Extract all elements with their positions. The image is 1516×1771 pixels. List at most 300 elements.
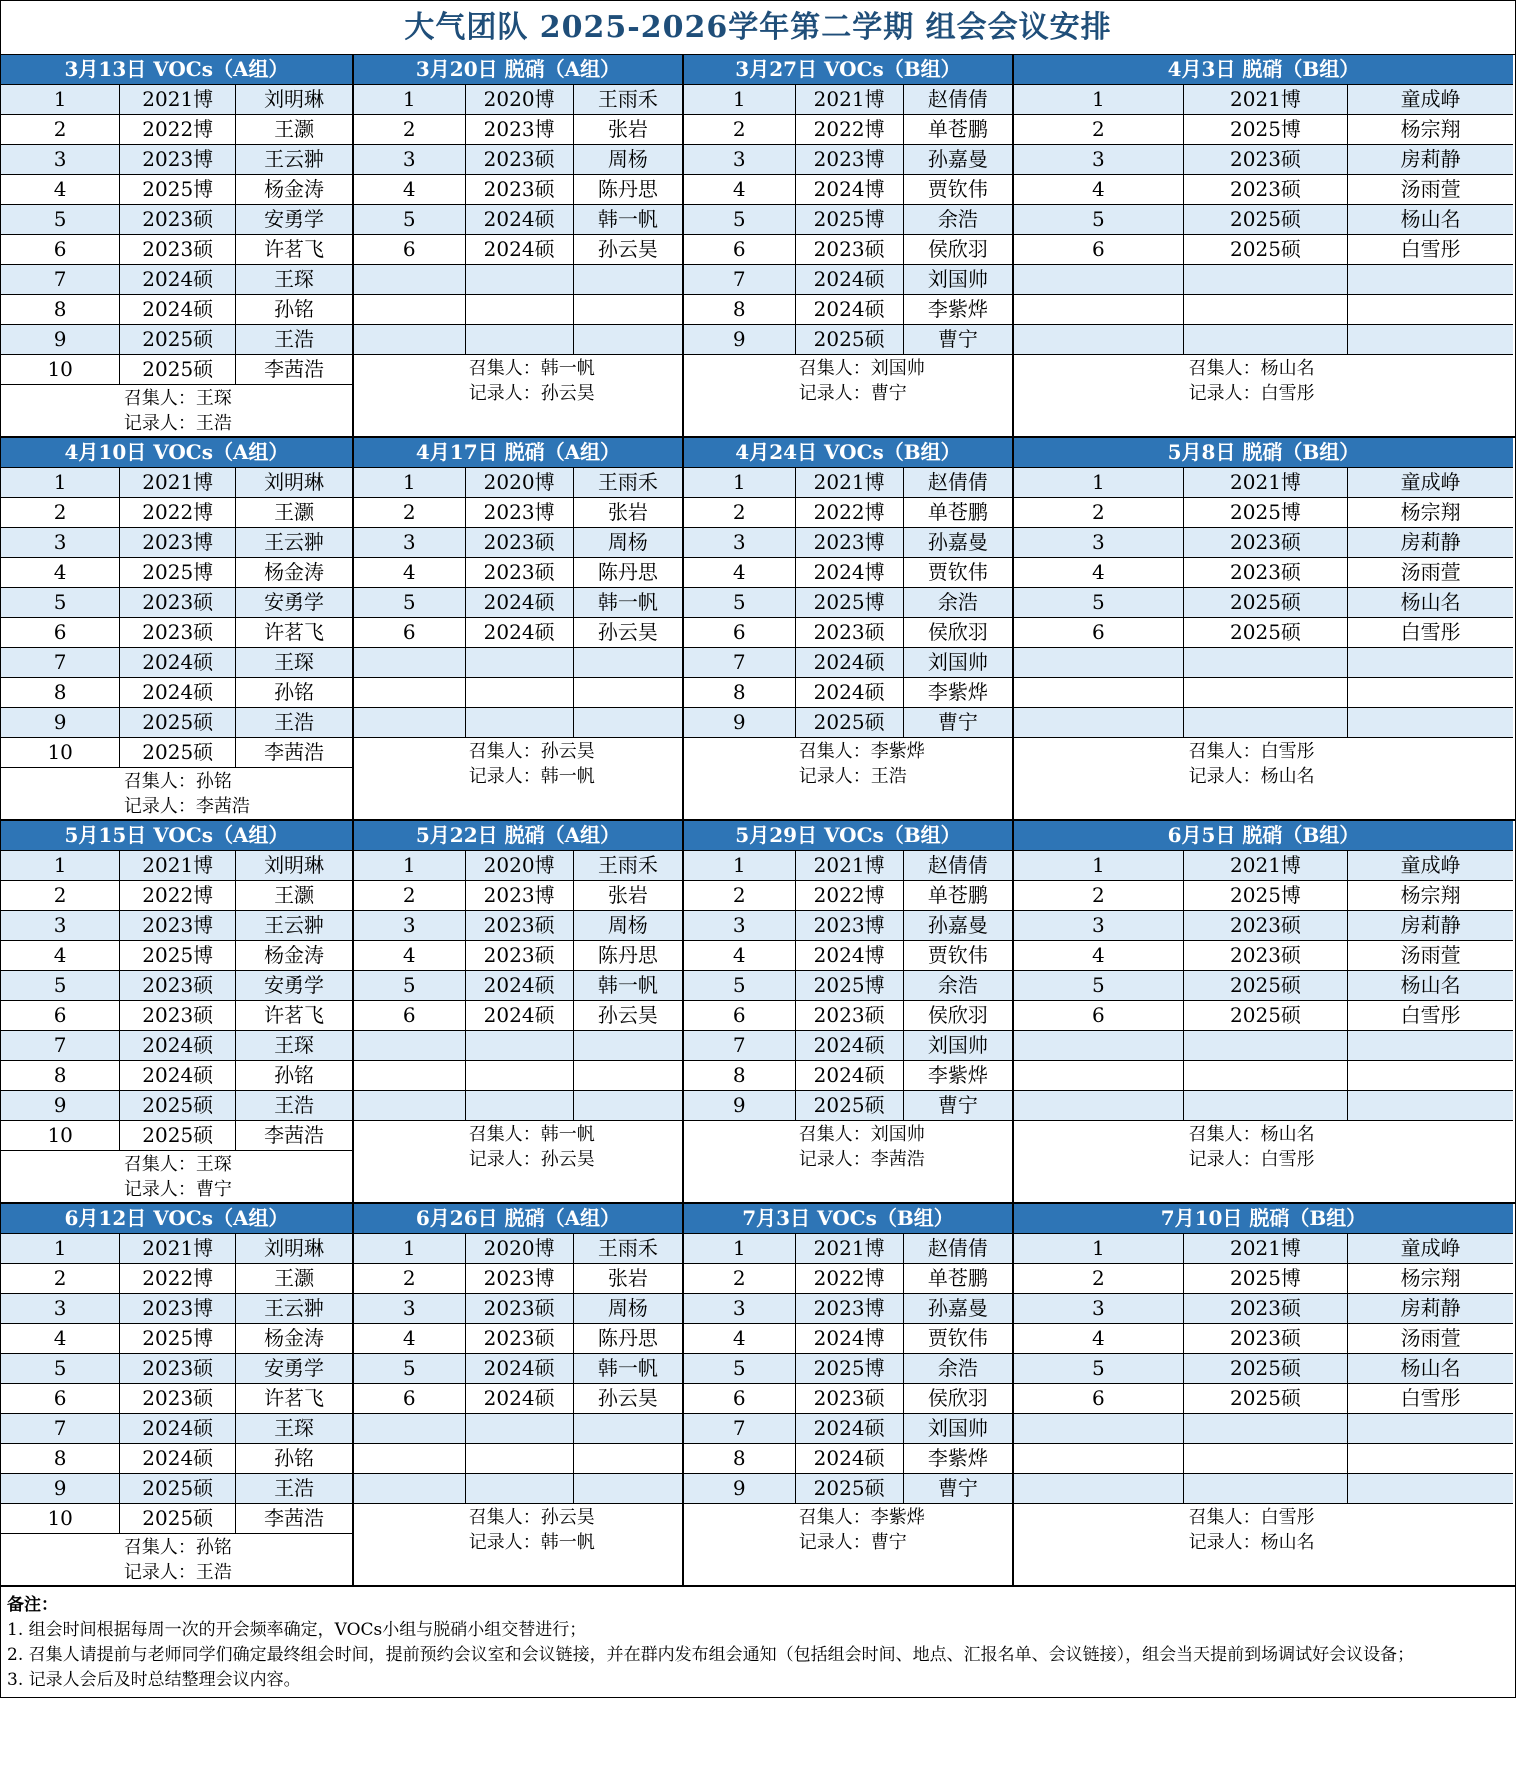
member-name: 杨宗翔: [1400, 117, 1461, 141]
member-cohort: [1184, 1091, 1349, 1120]
meeting-footer: [684, 738, 1012, 789]
member-index: 1: [1014, 468, 1184, 497]
member-name: 王浩: [274, 1093, 315, 1117]
member-name: 杨金涛: [264, 1326, 325, 1350]
member-cohort: [1184, 1414, 1349, 1443]
member-index: 1: [1014, 1234, 1184, 1263]
table-row: [1014, 1474, 1513, 1504]
table-row: [1014, 618, 1513, 648]
member-cohort: 2023硕: [120, 205, 236, 234]
convener-label: 召集人：韩一帆: [468, 1123, 595, 1145]
member-cohort: 2021博: [796, 851, 904, 880]
meeting-footer: [1014, 1121, 1513, 1172]
table-row: [354, 1444, 682, 1474]
member-name: 王云翀: [264, 147, 325, 171]
member-name: 孙铭: [274, 680, 315, 704]
member-cohort: 2025博: [1184, 115, 1349, 144]
member-cohort: 2025博: [120, 941, 236, 970]
member-index: 2: [1, 881, 120, 910]
member-index: 5: [1, 1354, 120, 1383]
member-cohort: 2024硕: [120, 678, 236, 707]
member-index: 9: [1, 1474, 120, 1503]
member-name: 贾钦伟: [927, 1326, 988, 1350]
member-cohort: 2023硕: [466, 528, 574, 557]
member-index: 4: [1, 1324, 120, 1353]
convener-label: 召集人：王琛: [123, 1153, 232, 1175]
meeting-block: [1, 821, 354, 1202]
table-row: [1014, 1031, 1513, 1061]
member-cohort: 2023硕: [120, 1354, 236, 1383]
table-row: [1, 355, 352, 385]
member-name: 贾钦伟: [927, 177, 988, 201]
member-cohort: 2024硕: [466, 588, 574, 617]
member-cohort: 2024博: [796, 1324, 904, 1353]
member-name: 杨山名: [1400, 207, 1461, 231]
member-cohort: [1184, 1444, 1349, 1473]
member-cohort: [466, 1061, 574, 1090]
convener-label: 召集人：韩一帆: [468, 357, 595, 379]
member-cohort: 2025硕: [1184, 205, 1349, 234]
member-index: 2: [684, 881, 796, 910]
table-row: [1014, 588, 1513, 618]
member-cohort: 2023硕: [466, 145, 574, 174]
recorder-label: 记录人：白雪彤: [1188, 382, 1315, 404]
table-row: [1, 971, 352, 1001]
member-cohort: [1184, 325, 1349, 354]
member-index: 7: [684, 265, 796, 294]
member-cohort: 2024硕: [120, 648, 236, 677]
member-cohort: 2021博: [120, 1234, 236, 1263]
table-row: [1, 145, 352, 175]
member-index: 6: [684, 235, 796, 264]
meeting-block: [1014, 438, 1513, 819]
member-name: 赵倩倩: [927, 1236, 988, 1260]
member-name: 曹宁: [937, 1093, 978, 1117]
member-cohort: [1184, 1061, 1349, 1090]
table-row: [684, 558, 1012, 588]
member-cohort: 2025硕: [120, 1504, 236, 1533]
member-index: 1: [1014, 851, 1184, 880]
member-cohort: 2024硕: [466, 618, 574, 647]
meeting-block: [354, 55, 684, 436]
member-name: 孙云昊: [597, 620, 658, 644]
member-index: [1014, 1474, 1184, 1503]
member-cohort: 2022博: [120, 498, 236, 527]
table-row: [1, 205, 352, 235]
meeting-header: 7月10日 脱硝（B组）: [1014, 1204, 1513, 1234]
member-index: 6: [1, 235, 120, 264]
meeting-header: 6月26日 脱硝（A组）: [354, 1204, 682, 1234]
member-index: 4: [684, 1324, 796, 1353]
table-row: [684, 528, 1012, 558]
table-row: [1014, 145, 1513, 175]
member-cohort: 2021博: [1184, 85, 1349, 114]
member-index: 5: [1014, 588, 1184, 617]
table-row: [1, 1414, 352, 1444]
table-row: [1, 85, 352, 115]
table-row: [1014, 175, 1513, 205]
member-cohort: 2023硕: [796, 1001, 904, 1030]
schedule-row: [1, 55, 1515, 438]
meeting-block: [684, 1204, 1014, 1585]
member-name: 王浩: [274, 710, 315, 734]
table-row: [684, 1324, 1012, 1354]
member-name: 杨宗翔: [1400, 1266, 1461, 1290]
member-cohort: 2025硕: [796, 708, 904, 737]
member-name: 李紫烨: [927, 1446, 988, 1470]
member-index: [1014, 295, 1184, 324]
member-name: 汤雨萱: [1400, 943, 1461, 967]
table-row: [1014, 1354, 1513, 1384]
member-cohort: [1184, 265, 1349, 294]
recorder-label: 记录人：杨山名: [1188, 1531, 1315, 1553]
member-name: 刘明琳: [264, 470, 325, 494]
member-cohort: [466, 1031, 574, 1060]
member-name: 张岩: [607, 500, 648, 524]
member-index: 6: [354, 1001, 466, 1030]
member-name: 王灏: [274, 883, 315, 907]
member-name: 房莉静: [1400, 530, 1461, 554]
meeting-header: 3月20日 脱硝（A组）: [354, 55, 682, 85]
member-index: [354, 265, 466, 294]
member-cohort: 2023博: [120, 911, 236, 940]
member-cohort: [1184, 295, 1349, 324]
member-cohort: 2023硕: [466, 175, 574, 204]
member-name: 张岩: [607, 1266, 648, 1290]
table-row: [1014, 265, 1513, 295]
member-index: 7: [1, 648, 120, 677]
member-index: 9: [1, 1091, 120, 1120]
table-row: [354, 1324, 682, 1354]
member-name: [574, 708, 682, 737]
member-cohort: 2024博: [796, 941, 904, 970]
table-row: [1014, 941, 1513, 971]
table-row: [684, 648, 1012, 678]
member-name: 孙嘉曼: [927, 530, 988, 554]
member-cohort: 2025博: [120, 175, 236, 204]
member-index: 8: [684, 295, 796, 324]
member-cohort: [1184, 678, 1349, 707]
member-index: [354, 678, 466, 707]
table-row: [1014, 1001, 1513, 1031]
member-cohort: 2020博: [466, 468, 574, 497]
member-cohort: 2025硕: [120, 1091, 236, 1120]
member-name: [1348, 708, 1513, 737]
recorder-label: 记录人：孙云昊: [468, 1148, 595, 1170]
table-row: [684, 971, 1012, 1001]
member-index: 9: [1, 325, 120, 354]
table-row: [1014, 1414, 1513, 1444]
member-name: 王琛: [274, 1033, 315, 1057]
member-index: 3: [1014, 145, 1184, 174]
meeting-header: 3月27日 VOCs（B组）: [684, 55, 1012, 85]
table-row: [1014, 971, 1513, 1001]
member-cohort: [466, 1444, 574, 1473]
recorder-label: 记录人：曹宁: [798, 382, 907, 404]
member-cohort: [466, 1474, 574, 1503]
member-index: 4: [1014, 558, 1184, 587]
member-name: 侯欣羽: [927, 620, 988, 644]
member-index: 1: [684, 85, 796, 114]
table-row: [354, 708, 682, 738]
member-name: 余浩: [937, 1356, 978, 1380]
table-row: [1014, 235, 1513, 265]
member-index: 8: [684, 1444, 796, 1473]
table-row: [354, 1294, 682, 1324]
meeting-header: 5月22日 脱硝（A组）: [354, 821, 682, 851]
member-cohort: 2021博: [796, 85, 904, 114]
convener-label: 召集人：刘国帅: [798, 357, 925, 379]
recorder-label: 记录人：孙云昊: [468, 382, 595, 404]
member-cohort: 2021博: [796, 1234, 904, 1263]
member-cohort: 2024硕: [120, 1061, 236, 1090]
member-index: 9: [684, 325, 796, 354]
member-index: 3: [684, 145, 796, 174]
member-name: [574, 265, 682, 294]
member-index: [354, 1091, 466, 1120]
member-cohort: 2025博: [120, 1324, 236, 1353]
member-name: 王琛: [274, 267, 315, 291]
member-cohort: 2024硕: [796, 1444, 904, 1473]
member-name: 单苍鹏: [927, 883, 988, 907]
member-name: 李紫烨: [927, 1063, 988, 1087]
member-index: 3: [354, 145, 466, 174]
member-cohort: 2023硕: [1184, 175, 1349, 204]
member-cohort: 2024硕: [796, 1061, 904, 1090]
table-row: [1, 1294, 352, 1324]
member-name: 余浩: [937, 207, 978, 231]
table-row: [1014, 1384, 1513, 1414]
member-cohort: 2025硕: [1184, 971, 1349, 1000]
member-index: 1: [1014, 85, 1184, 114]
meeting-footer: [684, 355, 1012, 406]
member-name: 王灏: [274, 1266, 315, 1290]
member-name: 白雪彤: [1400, 620, 1461, 644]
member-index: 7: [1, 265, 120, 294]
member-index: [354, 708, 466, 737]
table-row: [1, 911, 352, 941]
convener-label: 召集人：刘国帅: [798, 1123, 925, 1145]
member-index: 1: [1, 851, 120, 880]
recorder-label: 记录人：曹宁: [123, 1178, 232, 1200]
member-index: 7: [1, 1031, 120, 1060]
member-index: 1: [1, 468, 120, 497]
member-name: 刘国帅: [927, 267, 988, 291]
member-index: 2: [1014, 1264, 1184, 1293]
member-name: 陈丹思: [597, 560, 658, 584]
table-row: [1014, 468, 1513, 498]
member-index: 10: [1, 355, 120, 384]
member-index: 4: [1, 941, 120, 970]
member-index: 8: [1, 295, 120, 324]
member-name: 贾钦伟: [927, 560, 988, 584]
member-cohort: 2023博: [466, 498, 574, 527]
member-cohort: 2023硕: [1184, 941, 1349, 970]
member-index: 5: [684, 205, 796, 234]
table-row: [684, 115, 1012, 145]
member-index: 9: [684, 708, 796, 737]
member-index: 4: [684, 558, 796, 587]
member-name: 陈丹思: [597, 1326, 658, 1350]
member-name: [1348, 1474, 1513, 1503]
member-index: 5: [1, 588, 120, 617]
member-cohort: 2025硕: [1184, 1384, 1349, 1413]
member-name: 白雪彤: [1400, 1386, 1461, 1410]
member-cohort: [1184, 648, 1349, 677]
member-name: 刘明琳: [264, 1236, 325, 1260]
member-name: 孙云昊: [597, 237, 658, 261]
member-name: [1348, 295, 1513, 324]
member-cohort: 2023硕: [466, 911, 574, 940]
table-row: [1014, 85, 1513, 115]
member-index: [354, 648, 466, 677]
table-row: [354, 1354, 682, 1384]
member-name: 单苍鹏: [927, 117, 988, 141]
member-name: 刘明琳: [264, 87, 325, 111]
member-name: 杨金涛: [264, 943, 325, 967]
member-name: [1348, 678, 1513, 707]
member-name: 王云翀: [264, 1296, 325, 1320]
member-cohort: 2025硕: [796, 1474, 904, 1503]
table-row: [1014, 708, 1513, 738]
table-row: [354, 1234, 682, 1264]
meeting-header: 5月29日 VOCs（B组）: [684, 821, 1012, 851]
member-name: [1348, 1031, 1513, 1060]
member-index: 5: [354, 205, 466, 234]
table-row: [684, 175, 1012, 205]
member-index: 7: [684, 1414, 796, 1443]
member-name: 王雨禾: [597, 470, 658, 494]
table-row: [1, 1264, 352, 1294]
member-name: 许茗飞: [264, 1386, 325, 1410]
member-index: [1014, 1091, 1184, 1120]
table-row: [684, 1061, 1012, 1091]
member-index: 5: [1, 971, 120, 1000]
member-cohort: 2023硕: [796, 1384, 904, 1413]
member-name: [1348, 1061, 1513, 1090]
table-row: [1, 588, 352, 618]
member-index: [1014, 265, 1184, 294]
member-index: 4: [1, 175, 120, 204]
table-row: [684, 498, 1012, 528]
member-cohort: 2022博: [120, 881, 236, 910]
meeting-footer: [354, 355, 682, 406]
member-name: 陈丹思: [597, 943, 658, 967]
table-row: [1014, 1444, 1513, 1474]
member-cohort: 2024硕: [466, 1354, 574, 1383]
member-cohort: 2024硕: [466, 205, 574, 234]
member-index: [1014, 678, 1184, 707]
member-name: 白雪彤: [1400, 1003, 1461, 1027]
member-name: 张岩: [607, 117, 648, 141]
member-name: 刘明琳: [264, 853, 325, 877]
member-cohort: [466, 708, 574, 737]
member-name: 李茜浩: [264, 1123, 325, 1147]
meeting-footer: [1, 1534, 352, 1585]
member-name: 韩一帆: [597, 207, 658, 231]
table-row: [1014, 115, 1513, 145]
member-name: 杨宗翔: [1400, 500, 1461, 524]
table-row: [354, 145, 682, 175]
table-row: [354, 881, 682, 911]
table-row: [684, 1384, 1012, 1414]
member-cohort: [466, 265, 574, 294]
member-name: [574, 1444, 682, 1473]
member-index: 10: [1, 1121, 120, 1150]
member-index: 5: [1, 205, 120, 234]
member-name: 汤雨萱: [1400, 1326, 1461, 1350]
meeting-block: [1, 438, 354, 819]
member-cohort: 2023博: [466, 1264, 574, 1293]
table-row: [1, 325, 352, 355]
meeting-block: [354, 1204, 684, 1585]
table-row: [684, 618, 1012, 648]
member-name: 安勇学: [264, 973, 325, 997]
meeting-header: 6月12日 VOCs（A组）: [1, 1204, 352, 1234]
meeting-block: [1014, 1204, 1513, 1585]
meeting-block: [1014, 821, 1513, 1202]
member-name: 杨山名: [1400, 973, 1461, 997]
table-row: [1014, 325, 1513, 355]
meeting-block: [684, 438, 1014, 819]
convener-label: 召集人：李紫烨: [798, 740, 925, 762]
table-row: [684, 1001, 1012, 1031]
member-cohort: 2023博: [120, 145, 236, 174]
member-cohort: 2024硕: [466, 1384, 574, 1413]
member-cohort: 2023硕: [466, 941, 574, 970]
member-name: 陈丹思: [597, 177, 658, 201]
member-index: [1014, 1061, 1184, 1090]
member-name: 杨山名: [1400, 590, 1461, 614]
member-index: 5: [1014, 1354, 1184, 1383]
member-cohort: 2025硕: [120, 708, 236, 737]
member-cohort: 2024硕: [796, 648, 904, 677]
member-cohort: 2024硕: [796, 265, 904, 294]
table-row: [1, 1234, 352, 1264]
member-name: [574, 1414, 682, 1443]
member-name: 杨宗翔: [1400, 883, 1461, 907]
table-row: [354, 528, 682, 558]
member-cohort: 2025硕: [1184, 1354, 1349, 1383]
member-cohort: 2023硕: [120, 1384, 236, 1413]
member-cohort: 2025硕: [796, 325, 904, 354]
member-index: 4: [1, 558, 120, 587]
recorder-label: 记录人：李茜浩: [798, 1148, 925, 1170]
member-cohort: 2025博: [796, 1354, 904, 1383]
member-name: 余浩: [937, 973, 978, 997]
table-row: [1, 1354, 352, 1384]
member-cohort: 2025博: [1184, 1264, 1349, 1293]
member-index: 6: [684, 1384, 796, 1413]
table-row: [1, 738, 352, 768]
member-name: 孙云昊: [597, 1003, 658, 1027]
member-index: 1: [684, 1234, 796, 1263]
table-row: [684, 851, 1012, 881]
table-row: [684, 295, 1012, 325]
member-name: 李紫烨: [927, 680, 988, 704]
table-row: [1014, 1264, 1513, 1294]
member-index: 4: [1014, 175, 1184, 204]
member-name: [1348, 648, 1513, 677]
convener-label: 召集人：白雪彤: [1188, 740, 1315, 762]
table-row: [1, 1504, 352, 1534]
member-index: 4: [354, 941, 466, 970]
member-name: 王雨禾: [597, 1236, 658, 1260]
recorder-label: 记录人：韩一帆: [468, 1531, 595, 1553]
table-row: [1, 1384, 352, 1414]
table-row: [1, 1121, 352, 1151]
table-row: [354, 468, 682, 498]
